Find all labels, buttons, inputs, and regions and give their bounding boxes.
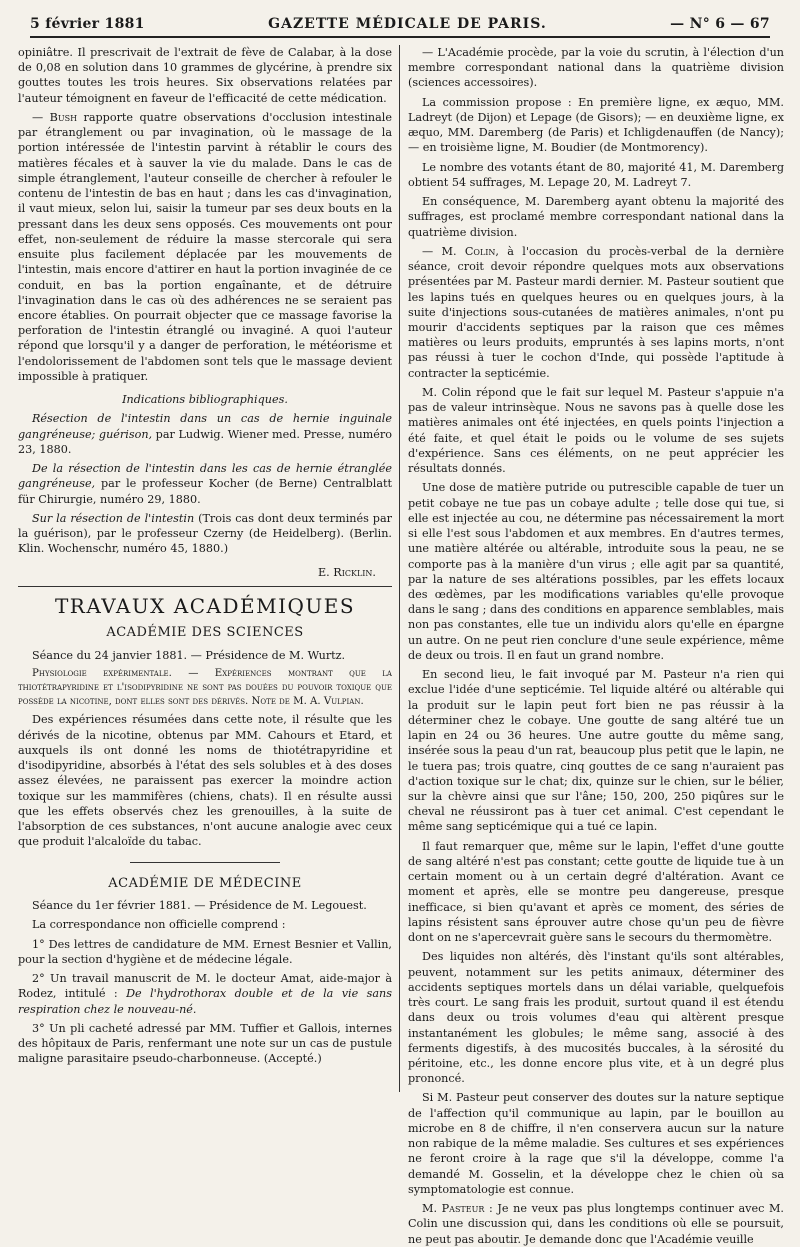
biblio-item (18, 511, 392, 557)
page-number: — N° 6 — 67 (670, 16, 770, 32)
paragraph: M. Colin répond que le fait sur lequel M. Pasteur s'appuie n'a pas de valeur intrinsèque. Nous ne savons pas à quelle dose les matières animales ont été injectées, en quels points l'injection a été faite, et quel était le poids ou le volume de ses sujets d'expérience. Sans ces éléments, on ne peut apprécier les résultats donnés. (408, 385, 784, 476)
biblio-item (18, 411, 392, 457)
paragraph-text: à l'occasion du procès-verbal de la dernière séance, croit devoir répondre quelques mots aux observations présentées par M. Pasteur mardi dernier. M. Pasteur soutient que les lapins tués en quelques heures ou en quelques jours, à la suite d'injections sous-cutanées de matières animales, n'ont pu mourir d'accidents septiques par la raison que ces mêmes matières ou leurs produits, empruntés à ses lapins morts, n'ont pas réussi à tuer le cochon d'Inde, qui possède l'aptitude à contracter la septicémie. (408, 244, 784, 380)
list-item: 3° Un pli cacheté adressé par MM. Tuffier et Gallois, internes des hôpitaux de Paris, renfermant une note sur un cas de pustule maligne parasitaire pseudo-charbonneuse. (Accepté.) (18, 1021, 392, 1066)
paragraph-text: rapporte quatre observations d'occlusion intestinale par étranglement ou par invagination, où le massage de la portion intéressée de l'intestin parvint à rétablir le cours des matières fécales et à sauver la vie du malade. Dans le cas de simple étranglement, l'auteur conseille de chercher à refouler le contenu de l'intestin de bas en haut ; dans les cas d'invagination, il vaut mieux, selon lui, saisir la tumeur par ses deux bouts en la pressant dans les deux sens opposés. Ces mouvements ont pour effet, non-seulement de réduire la masse stercorale qui sera ensuite plus facilement déplacée par les mouvements de l'intestin, mais encore d'attirer en haut la portion invaginée de ce conduit, en bas la portion engaînante, et de détruire l'invagination dans le cas où des adhérences ne se seraient pas encore établies. On pourrait objecter que ce massage favorise la perforation de l'intestin étranglé ou invaginé. A quoi l'auteur répond que lorsqu'il y a danger de perforation, le météorisme et l'endolorissement de l'abdomen sont tels que le massage devient impossible à pratiquer. (18, 110, 393, 383)
list-item: 1° Des lettres de candidature de MM. Ernest Besnier et Vallin, pour la section d'hygiène et de médecine légale. (18, 937, 392, 966)
paragraph (408, 1201, 784, 1247)
biblio-list (18, 411, 392, 556)
section-title: TRAVAUX ACADÉMIQUES (54, 593, 356, 618)
author-name: — Bush (32, 110, 78, 124)
column-divider (399, 45, 400, 1092)
issue-date: 5 février 1881 (30, 16, 145, 32)
page-header (30, 12, 770, 38)
section-divider (18, 586, 392, 587)
paragraph: Des liquides non altérés, dès l'instant qu'ils sont altérables, peuvent, notamment sur les petits animaux, déterminer des accidents septiques mortels dans un délai variable, quelquefois très court. Le sang frais les produit, surtout quand il est étendu dans deux ou trois volumes d'eau qui altèrent presque instantanément les globules; le même sang, associé à des ferments digestifs, à des mucosités buccales, à la sérosité du péritoine, etc., les donne encore plus vite, et à un degré plus prononcé. (408, 950, 784, 1086)
journal-title: GAZETTE MÉDICALE DE PARIS. (268, 16, 547, 32)
right-column (408, 45, 784, 1246)
biblio-title: De la résection de l'intestin dans les cas de hernie étranglée gangréneuse, (18, 462, 392, 491)
speaker-name: M. Pasteur : (422, 1202, 493, 1216)
academy-title: ACADÉMIE DES SCIENCES (106, 624, 304, 640)
paragraph (408, 244, 784, 381)
short-divider (130, 862, 280, 863)
biblio-item (18, 461, 392, 507)
paragraph: La correspondance non officielle comprend : (32, 918, 286, 932)
biblio-source: par Ludwig. Wiener med. Presse, numéro 23, 1880. (18, 427, 392, 456)
session-line: Séance du 1er février 1881. — Présidence de M. Legouest. (32, 899, 367, 913)
biblio-heading: Indications bibliographiques. (122, 393, 288, 407)
speaker-name: — M. Colin, (422, 244, 499, 258)
paragraph: Une dose de matière putride ou putrescible capable de tuer un petit cobaye ne tue pas un cobaye adulte ; telle dose qui tue, si elle est injectée au cou, ne détermine pas nécessairement la mort si elle l'est sous l'abdomen et aux membres. En d'autres termes, une matière altérée ou altérable, introduite sous la peau, ne se comporte pas à la manière d'un virus ; elle agit par sa quantité, par la nature de ses altérations possibles, par les effets locaux des œdèmes, par les modifications variables qu'elle provoque dans le sang ; dans des conditions en apparence semblables, mais non pas constantes, elle tue un individu alors qu'elle en épargne un autre. On ne peut rien conclure d'une seule expérience, même de deux ou trois. Il en faut un grand nombre. (408, 481, 784, 662)
paragraph-text: Je ne veux pas plus longtemps continuer avec M. Colin une discussion qui, dans les conditions où elle se poursuit, ne peut pas aboutir. Je demande donc que l'Académie veuille (408, 1202, 784, 1246)
biblio-title: Résection de l'intestin dans un cas de hernie inguinale gangréneuse; guérison, (18, 412, 392, 441)
note-heading: Physiologie expérimentale. — Expériences montrant que la thiotétrapyridine et l'isodipyridine ne sont pas douées du pouvoir toxique que possède la nicotine, dont elles sont des dérivés. Note de M. A. Vulpian. (18, 667, 392, 707)
paragraph: Si M. Pasteur peut conserver des doutes sur la nature septique de l'affection qu'il communique au lapin, par le bouillon au microbe en 8 de chiffre, il n'en conservera aucun sur la nature non rabique de la même maladie. Ses cultures et ses expériences ne feront croire à la rage que s'il la développe, comme l'a demandé M. Gosselin, et la développe chez le chien où sa symptomatologie est connue. (408, 1091, 784, 1196)
paragraph: Le nombre des votants étant de 80, majorité 41, M. Daremberg obtient 54 suffrages, M. Lepage 20, M. Ladreyt 7. (408, 160, 784, 189)
paragraph: — L'Académie procède, par la voie du scrutin, à l'élection d'un membre correspondant national dans la quatrième division (sciences accessoires). (408, 46, 784, 90)
paragraph: La commission propose : En première ligne, ex æquo, MM. Ladreyt (de Dijon) et Lepage (de Gisors); — en deuxième ligne, ex æquo, MM. Daremberg (de Paris) et Ichligdenauffen (de Nancy); — en troisième ligne, M. Boudier (de Montmorency). (408, 95, 784, 155)
list-item-title: De l'hydrothorax double et de la vie sans respiration chez le nouveau-né. (18, 987, 392, 1016)
biblio-source: par le professeur Kocher (de Berne) Centralblatt für Chirurgie, numéro 29, 1880. (18, 477, 392, 506)
paragraph: En conséquence, M. Daremberg ayant obtenu la majorité des suffrages, est proclamé membre correspondant national dans la quatrième division. (408, 195, 784, 239)
paragraph: opiniâtre. Il prescrivait de l'extrait de fève de Calabar, à la dose de 0,08 en solution dans 10 grammes de glycérine, à prendre six gouttes toutes les trois heures. Six observations relatées par l'auteur témoignent en faveur de l'efficacité de cette médication. (18, 46, 392, 105)
paragraph: Il faut remarquer que, même sur le lapin, l'effet d'une goutte de sang altéré n'est pas constant; cette goutte de liquide tue à un certain moment ou à un certain degré d'altération. Avant ce moment et après, elle se montre peu dangereuse, presque inefficace, si bien qu'avant et après ce moment, des séries de lapins résistent sans éprouver autre chose qu'un peu de fièvre dont on ne s'apercevrait guère sans le secours du thermomètre. (408, 839, 784, 945)
author-signature: E. Ricklin. (318, 565, 376, 579)
session-line: Séance du 24 janvier 1881. — Présidence de M. Wurtz. (32, 648, 346, 662)
biblio-title: Sur la résection de l'intestin (32, 511, 195, 525)
left-column (18, 45, 392, 1092)
academy-title: ACADÉMIE DE MÉDECINE (108, 875, 302, 891)
list-item-text: 2° Un travail manuscrit de M. le docteur Amat, aide-major à Rodez, intitulé : (18, 972, 392, 1001)
paragraph (18, 110, 392, 384)
paragraph: En second lieu, le fait invoqué par M. Pasteur n'a rien qui exclue l'idée d'une septicémie. Tel liquide altéré ou altérable qui la produit sur le lapin peut fort bien ne pas réussir à la déterminer chez le cobaye. Une goutte de sang altéré tue un lapin en 24 ou 36 heures. Une autre goutte du même sang, insérée sous la peau d'un rat, beaucoup plus petit que le lapin, ne le tuera pas; trois quatre, cinq gouttes de ce sang n'auraient pas d'action toxique sur le chat; dix, quinze sur le chien, sur le bélier, sur la chèvre ainsi que sur l'âne; 150, 200, 250 piqûres sur le cheval ne réussiront pas à tuer cet animal. C'est cependant le même sang septicémique qui a tué ce lapin. (408, 668, 784, 834)
list-item (18, 971, 392, 1017)
biblio-source: (Trois cas dont deux terminés par la guérison), par le professeur Czerny (de Heidelberg). (Berlin. Klin. Wochenschr, numéro 45, 1880.) (18, 511, 392, 556)
paragraph: Des expériences résumées dans cette note, il résulte que les dérivés de la nicotine, obtenus par MM. Cahours et Etard, et auxquels ils ont donné les noms de thiotétrapyridine et d'isodipyridine, absorbés à l'état des sels solubles et à des doses assez élevées, ne paraissent pas exercer la moindre action toxique sur les mammifères (chiens, chats). Il en résulte aussi que les effets observés chez les grenouilles, à la suite de l'absorption de ces substances, n'ont aucune analogie avec ceux que produit l'alcaloïde du tabac. (18, 713, 392, 849)
